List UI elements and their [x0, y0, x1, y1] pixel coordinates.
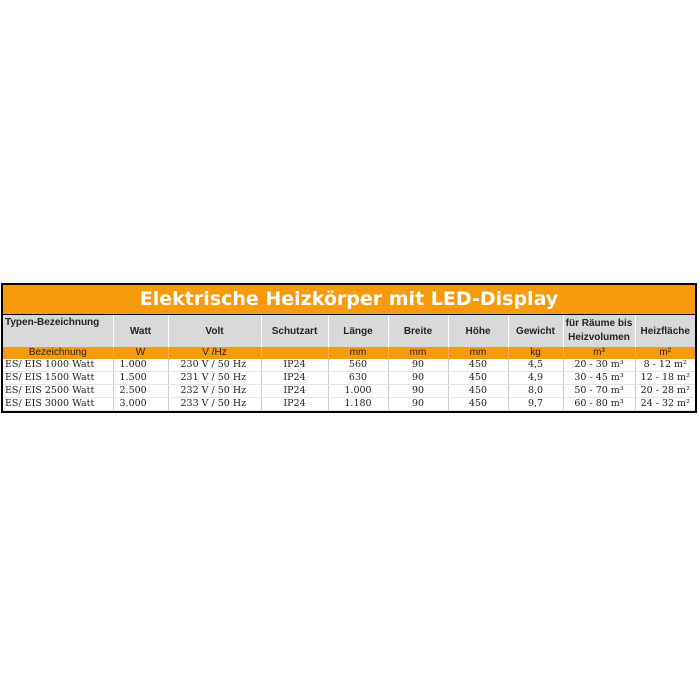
table-row: [3, 372, 695, 385]
cell-room-volume: 20 - 30 m³: [563, 359, 635, 372]
unit-heating-area: m²: [635, 347, 695, 359]
unit-room-volume: m³: [563, 347, 635, 359]
cell-watt: 3.000: [113, 398, 168, 411]
table-title: Elektrische Heizkörper mit LED-Display: [3, 285, 695, 315]
cell-protection: IP24: [261, 398, 328, 411]
cell-length: 560: [328, 359, 388, 372]
cell-width: 90: [388, 372, 448, 385]
spec-table: [3, 315, 695, 411]
cell-heating-area: 8 - 12 m²: [635, 359, 695, 372]
cell-height: 450: [448, 398, 508, 411]
header-room-volume: für Räume bis Heizvolumen: [563, 315, 635, 347]
unit-watt: W: [113, 347, 168, 359]
spec-table-container: [1, 283, 697, 413]
cell-room-volume: 60 - 80 m³: [563, 398, 635, 411]
unit-length: mm: [328, 347, 388, 359]
table-row: [3, 385, 695, 398]
header-weight: Gewicht: [508, 315, 563, 347]
unit-protection: [261, 347, 328, 359]
cell-type: ES/ EIS 1500 Watt: [3, 372, 113, 385]
cell-watt: 1.500: [113, 372, 168, 385]
header-width: Breite: [388, 315, 448, 347]
cell-length: 630: [328, 372, 388, 385]
header-row: [3, 315, 695, 347]
cell-weight: 4,9: [508, 372, 563, 385]
cell-height: 450: [448, 385, 508, 398]
cell-protection: IP24: [261, 372, 328, 385]
cell-length: 1.180: [328, 398, 388, 411]
cell-protection: IP24: [261, 385, 328, 398]
cell-protection: IP24: [261, 359, 328, 372]
cell-width: 90: [388, 385, 448, 398]
cell-volt: 230 V / 50 Hz: [168, 359, 261, 372]
unit-weight: kg: [508, 347, 563, 359]
header-watt: Watt: [113, 315, 168, 347]
unit-type: Bezeichnung: [3, 347, 113, 359]
header-height: Höhe: [448, 315, 508, 347]
header-type: Typen-Bezeichnung: [3, 315, 113, 347]
cell-watt: 2.500: [113, 385, 168, 398]
cell-width: 90: [388, 398, 448, 411]
header-length: Länge: [328, 315, 388, 347]
units-row: [3, 347, 695, 359]
unit-width: mm: [388, 347, 448, 359]
cell-weight: 9,7: [508, 398, 563, 411]
cell-height: 450: [448, 372, 508, 385]
header-protection: Schutzart: [261, 315, 328, 347]
header-volt: Volt: [168, 315, 261, 347]
cell-weight: 8,0: [508, 385, 563, 398]
cell-height: 450: [448, 359, 508, 372]
cell-room-volume: 30 - 45 m³: [563, 372, 635, 385]
table-row: [3, 359, 695, 372]
cell-weight: 4,5: [508, 359, 563, 372]
header-heating-area: Heizfläche: [635, 315, 695, 347]
cell-heating-area: 24 - 32 m²: [635, 398, 695, 411]
cell-length: 1.000: [328, 385, 388, 398]
cell-type: ES/ EIS 1000 Watt: [3, 359, 113, 372]
cell-type: ES/ EIS 2500 Watt: [3, 385, 113, 398]
table-row: [3, 398, 695, 411]
cell-width: 90: [388, 359, 448, 372]
unit-volt: V /Hz: [168, 347, 261, 359]
cell-type: ES/ EIS 3000 Watt: [3, 398, 113, 411]
cell-watt: 1.000: [113, 359, 168, 372]
cell-volt: 231 V / 50 Hz: [168, 372, 261, 385]
cell-heating-area: 20 - 28 m²: [635, 385, 695, 398]
cell-room-volume: 50 - 70 m³: [563, 385, 635, 398]
unit-height: mm: [448, 347, 508, 359]
cell-heating-area: 12 - 18 m²: [635, 372, 695, 385]
cell-volt: 233 V / 50 Hz: [168, 398, 261, 411]
cell-volt: 232 V / 50 Hz: [168, 385, 261, 398]
